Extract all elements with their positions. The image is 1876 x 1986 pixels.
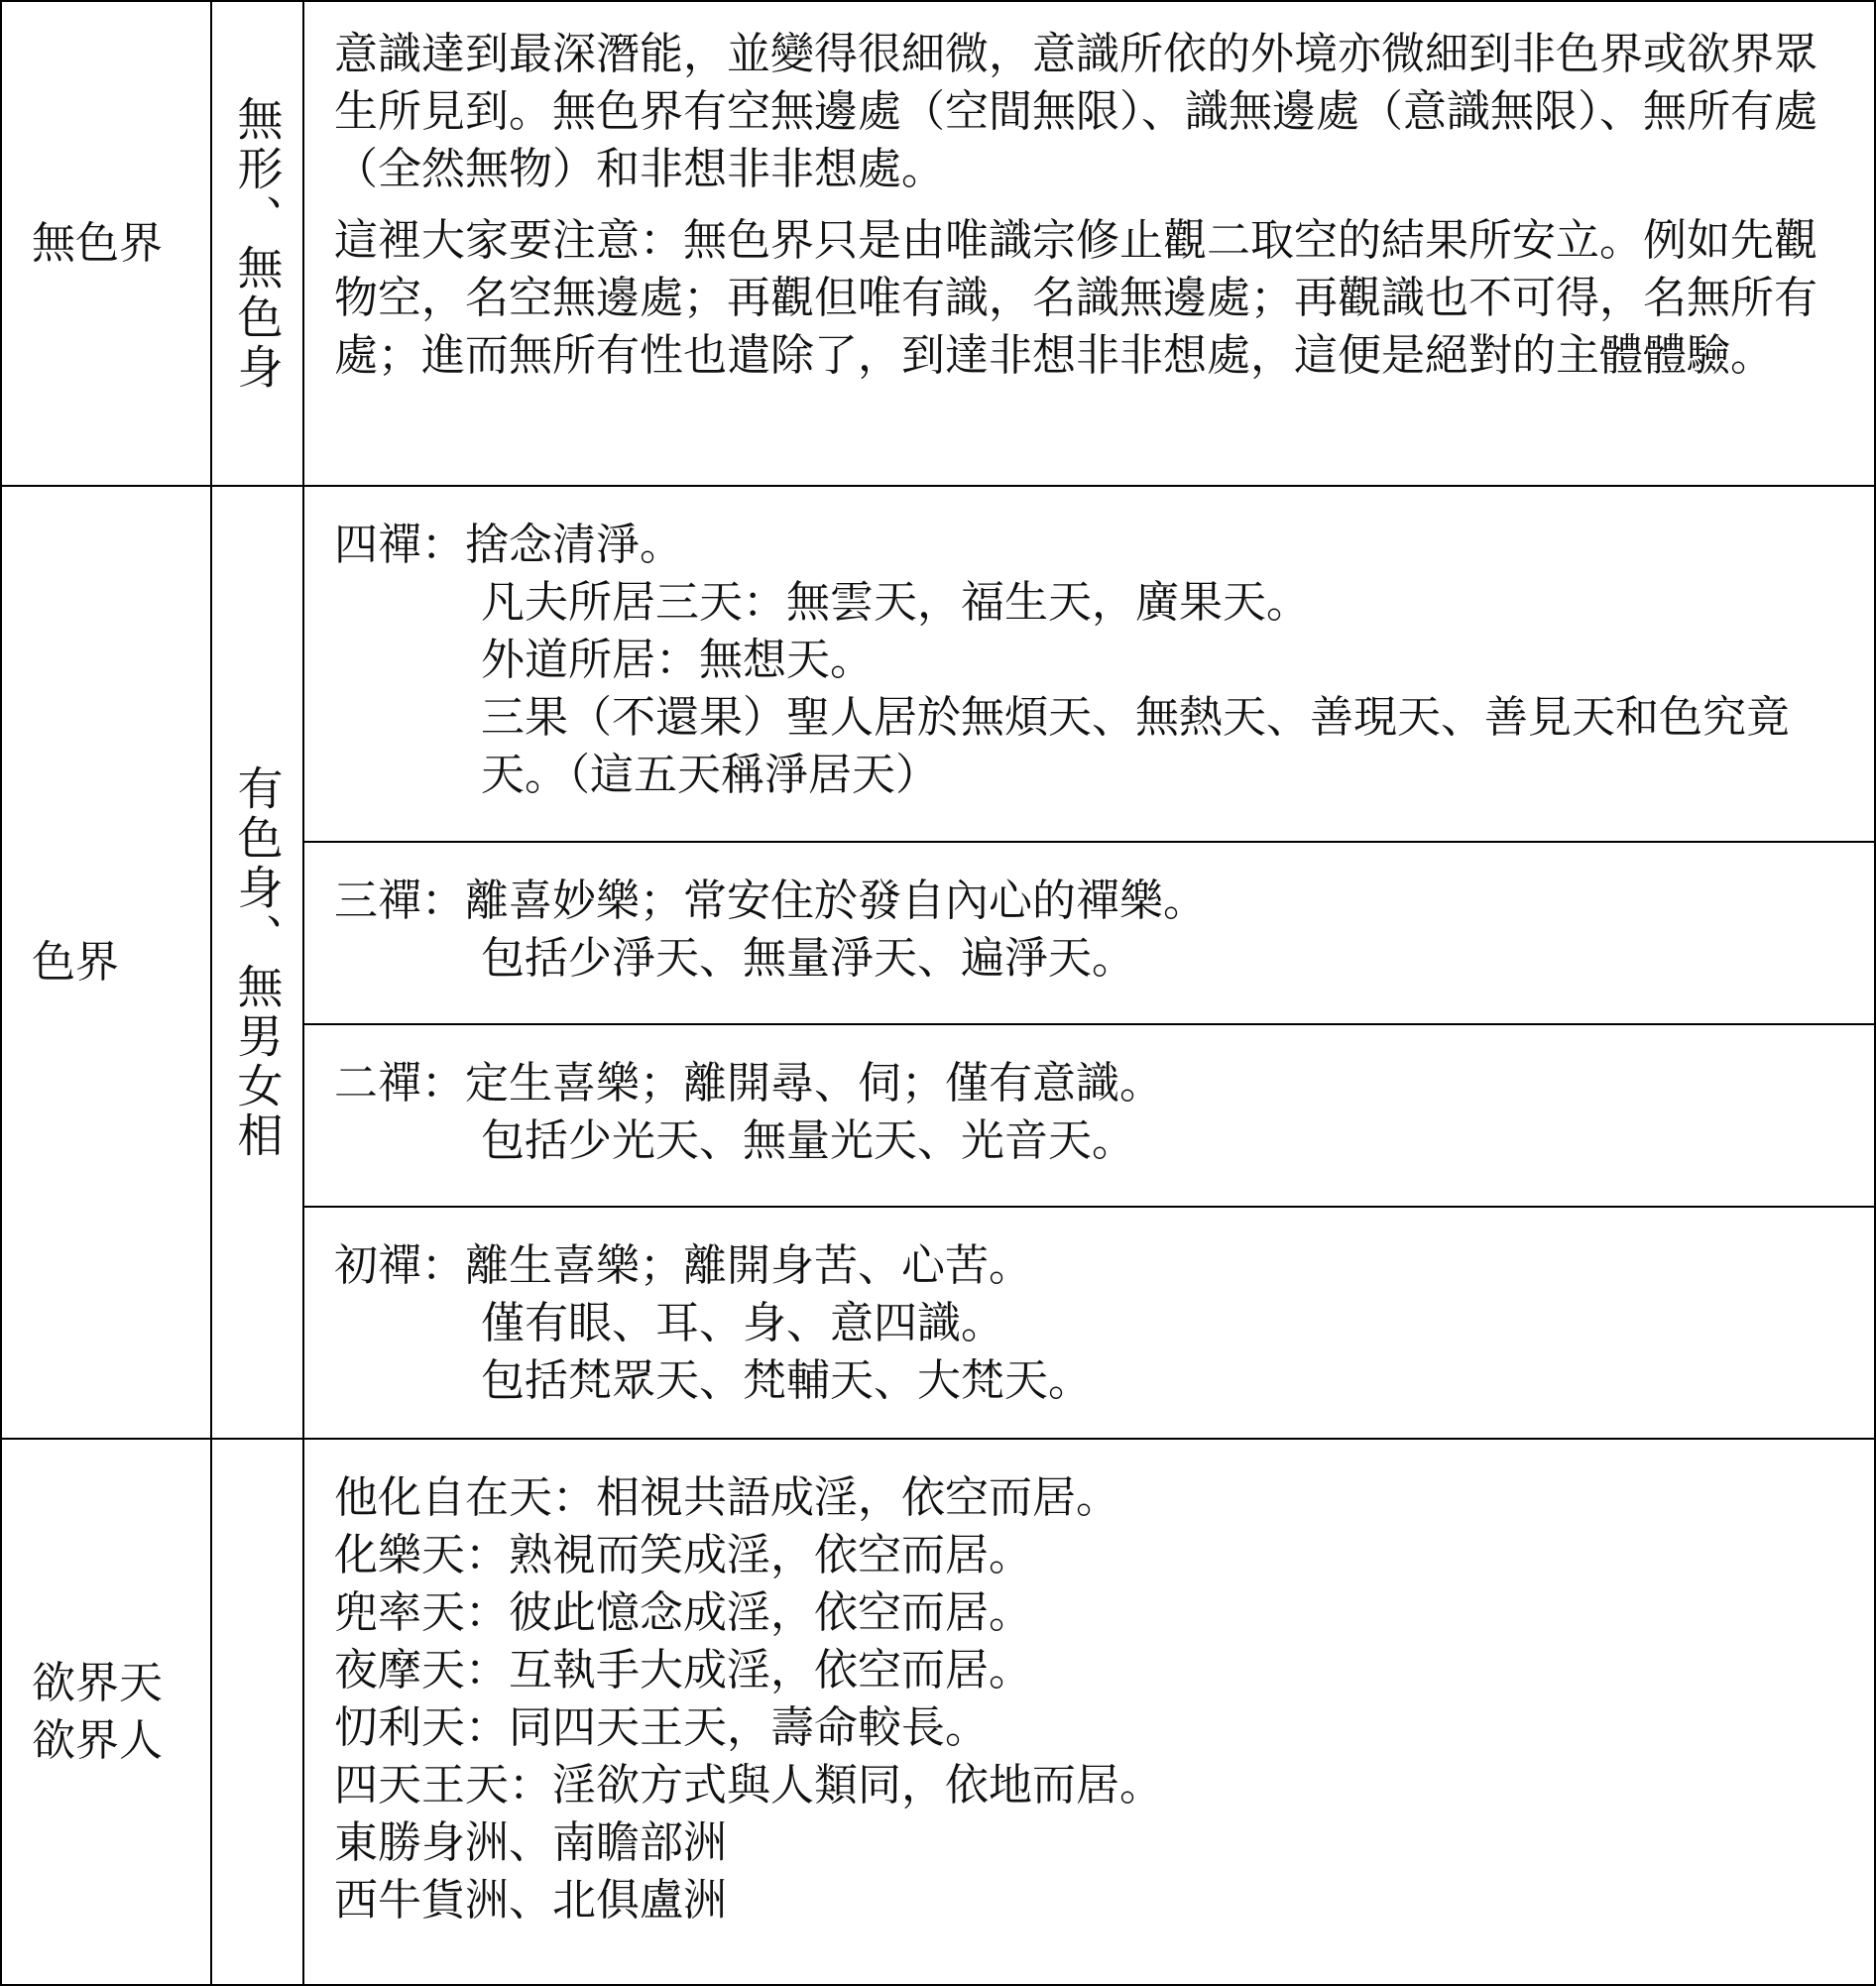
- heaven-line: 兜率天：彼此憶念成淫，依空而居。: [334, 1587, 1032, 1638]
- realm-label: 欲界天: [32, 1657, 163, 1708]
- body-label: 無形、無色身: [230, 94, 285, 393]
- body-cell-desire: [212, 1440, 302, 1984]
- heaven-line: 化樂天：熟視而笑成淫，依空而居。: [334, 1530, 1032, 1580]
- continent-line: 東勝身洲、南瞻部洲: [334, 1817, 727, 1868]
- dhyana-line: 外道所居：無想天。: [481, 635, 874, 685]
- dhyana-cell-second: [304, 1025, 1876, 1206]
- dhyana-cell-third: [304, 843, 1876, 1023]
- realm-cell-desire: [2, 1440, 210, 1984]
- description-cell-formless: [304, 2, 1876, 485]
- heaven-line: 四天王天：淫欲方式與人類同，依地而居。: [334, 1760, 1163, 1811]
- realm-label: 無色界: [32, 217, 163, 269]
- continent-line: 西牛貨洲、北俱盧洲: [334, 1875, 727, 1926]
- dhyana-line: 包括少淨天、無量淨天、遍淨天。: [481, 933, 1135, 984]
- dhyana-line: 包括梵眾天、梵輔天、大梵天。: [481, 1355, 1092, 1406]
- description-paragraph: 意識達到最深潛能，並變得很細微，意識所依的外境亦微細到非色界或欲界眾生所見到。無色界有空無邊處（空間無限）、識無邊處（意識無限）、無所有處（全然無物）和非想非非想處。: [334, 29, 1817, 194]
- dhyana-heading: 四禪：捨念清淨。: [334, 520, 683, 570]
- description-cell-desire: [304, 1440, 1876, 1984]
- dhyana-heading: 初禪：離生喜樂；離開身苦、心苦。: [334, 1240, 1032, 1291]
- dhyana-cell-first: [304, 1208, 1876, 1438]
- realm-label: 色界: [32, 936, 119, 988]
- realm-cell-formless: [2, 2, 210, 485]
- body-cell-formless: [212, 2, 302, 485]
- realm-label: 欲界人: [32, 1714, 163, 1766]
- heaven-line: 夜摩天：互執手大成淫，依空而居。: [334, 1645, 1032, 1695]
- realm-cell-form: [2, 487, 210, 1438]
- dhyana-line: 三果（不還果）聖人居於無煩天、無熱天、善現天、善見天和色究竟天。（這五天稱淨居天）: [481, 692, 1790, 800]
- dhyana-line: 凡夫所居三天：無雲天，福生天，廣果天。: [481, 577, 1310, 628]
- description-paragraph: 這裡大家要注意：無色界只是由唯識宗修止觀二取空的結果所安立。例如先觀物空，名空無邊處；再觀但唯有識，名識無邊處；再觀識也不可得，名無所有處；進而無所有性也遣除了，到達非想非非想處，這便是絕對的主體體驗。: [334, 215, 1817, 381]
- dhyana-cell-fourth: [304, 487, 1876, 841]
- heaven-line: 他化自在天：相視共語成淫，依空而居。: [334, 1472, 1119, 1523]
- dhyana-heading: 三禪：離喜妙樂；常安住於發自內心的禪樂。: [334, 876, 1207, 926]
- body-label: 有色身、無男女相: [230, 763, 285, 1161]
- body-cell-form: [212, 487, 302, 1438]
- dhyana-heading: 二禪：定生喜樂；離開尋、伺；僅有意識。: [334, 1058, 1163, 1109]
- dhyana-line: 包括少光天、無量光天、光音天。: [481, 1115, 1135, 1166]
- dhyana-line: 僅有眼、耳、身、意四識。: [481, 1298, 1004, 1348]
- heaven-line: 忉利天：同四天王天，壽命較長。: [334, 1702, 989, 1753]
